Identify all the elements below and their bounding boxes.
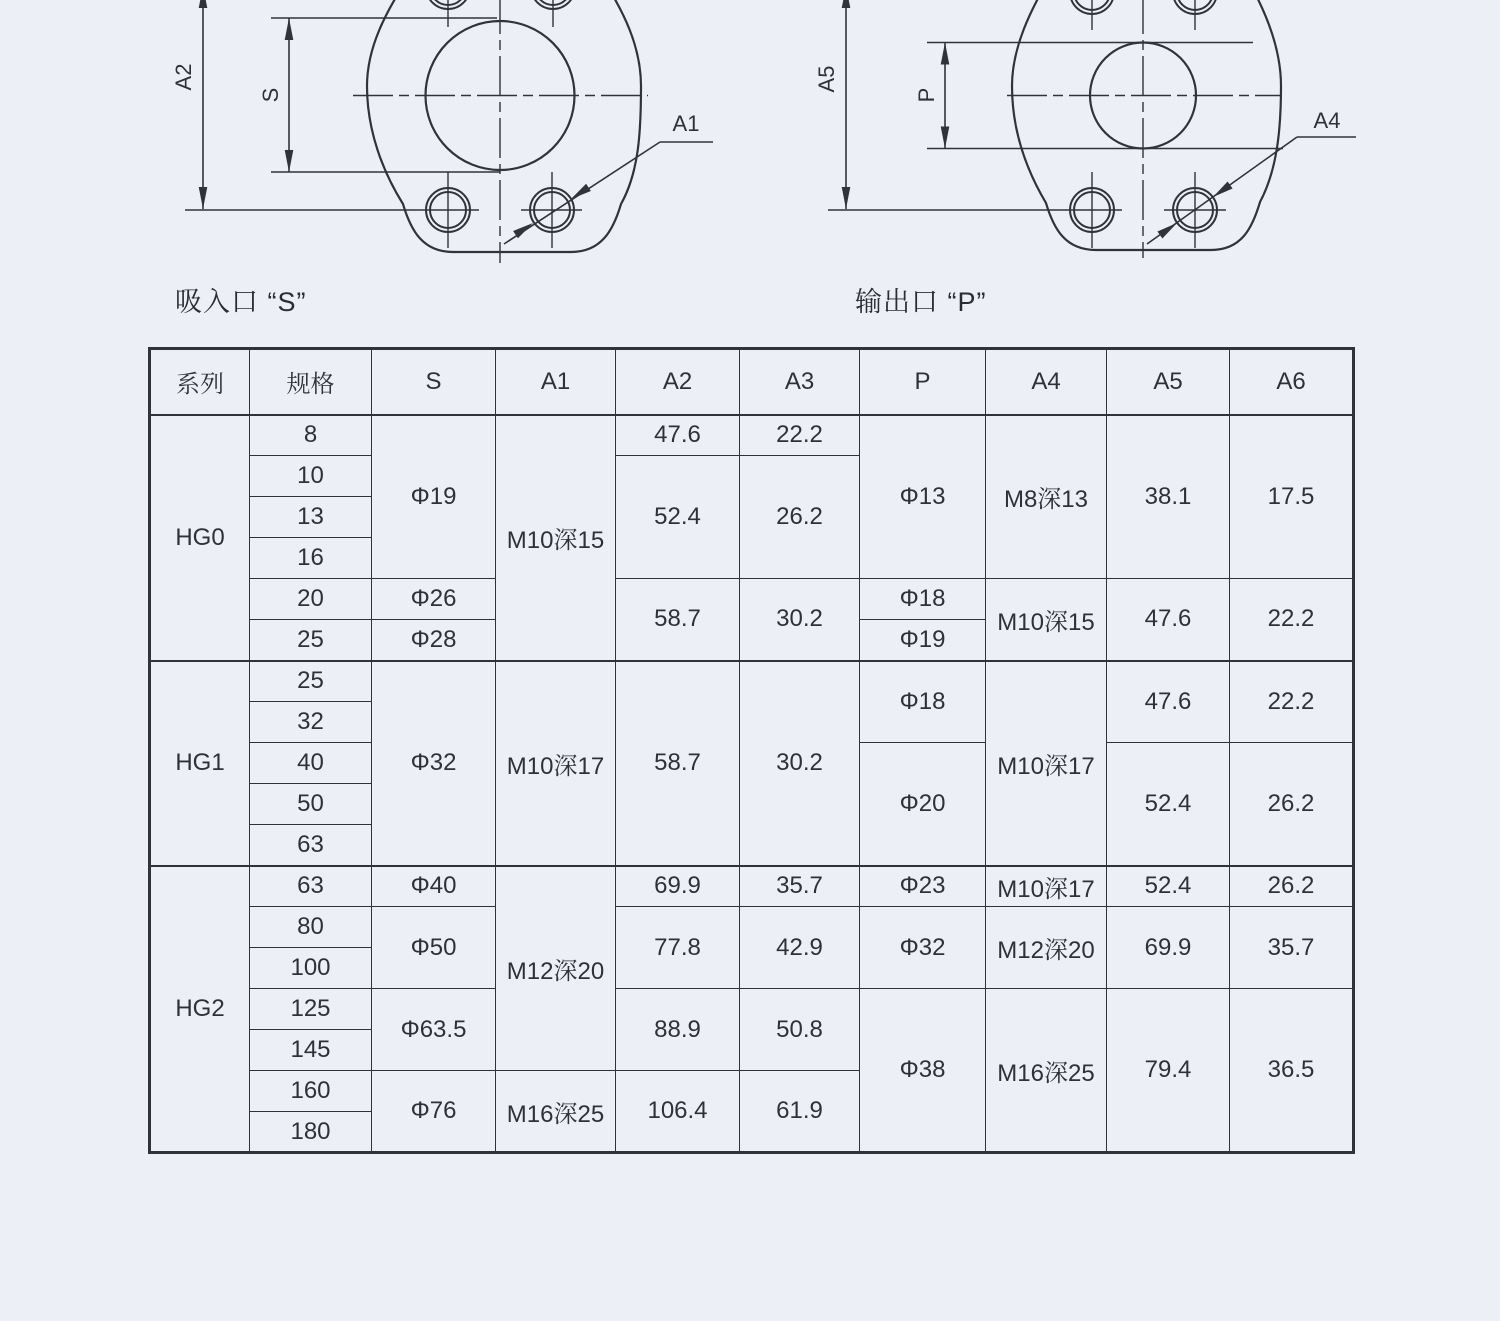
flange-drawings xyxy=(0,0,1500,318)
table-cell: 61.9 xyxy=(740,1071,860,1153)
left-flange-drawing xyxy=(171,0,713,263)
table-cell: 52.4 xyxy=(616,456,740,579)
table-cell: 52.4 xyxy=(1107,743,1230,866)
centerlines xyxy=(1007,0,1281,258)
table-cell: 26.2 xyxy=(740,456,860,579)
table-cell: Φ20 xyxy=(860,743,986,866)
table-cell: 10 xyxy=(250,456,372,497)
table-cell: 69.9 xyxy=(616,866,740,907)
table-cell: 77.8 xyxy=(616,907,740,989)
table-cell: 22.2 xyxy=(1230,661,1354,743)
crosshairs xyxy=(185,0,582,248)
dimension-table xyxy=(148,347,1355,1154)
column-header: A4 xyxy=(986,349,1107,415)
table-cell: M10深17 xyxy=(496,661,616,866)
table-cell: 22.2 xyxy=(740,415,860,456)
table-cell: 106.4 xyxy=(616,1071,740,1153)
dim-label-p: P xyxy=(914,87,939,103)
column-header: A5 xyxy=(1107,349,1230,415)
column-header: 系列 xyxy=(150,349,250,415)
flange-outline xyxy=(1012,0,1281,250)
column-header: A3 xyxy=(740,349,860,415)
table-cell: 20 xyxy=(250,579,372,620)
table-row xyxy=(150,866,1354,907)
table-row xyxy=(150,989,1354,1030)
table-cell: Φ63.5 xyxy=(372,989,496,1071)
table-cell: M8深13 xyxy=(986,415,1107,579)
table-cell: 100 xyxy=(250,948,372,989)
table-cell: M10深17 xyxy=(986,661,1107,866)
table-cell: 47.6 xyxy=(616,415,740,456)
table-cell: 63 xyxy=(250,866,372,907)
caption-suction-port: 吸入口 “S” xyxy=(175,287,307,317)
table-cell: Φ28 xyxy=(372,620,496,661)
table-cell: 79.4 xyxy=(1107,989,1230,1153)
table-cell: 125 xyxy=(250,989,372,1030)
table-cell: 50 xyxy=(250,784,372,825)
table-cell: Φ32 xyxy=(860,907,986,989)
table-cell: 25 xyxy=(250,661,372,702)
table-row xyxy=(150,579,1354,620)
right-flange-drawing xyxy=(814,0,1356,258)
table-row xyxy=(150,415,1354,456)
table-cell: M10深17 xyxy=(986,866,1107,907)
table-row xyxy=(150,661,1354,702)
table-cell: 52.4 xyxy=(1107,866,1230,907)
column-header: A2 xyxy=(616,349,740,415)
table-row xyxy=(150,907,1354,948)
table-cell: 160 xyxy=(250,1071,372,1112)
table-cell: Φ32 xyxy=(372,661,496,866)
column-header: A6 xyxy=(1230,349,1354,415)
leader-label-a1: A1 xyxy=(672,111,700,136)
table-cell: Φ19 xyxy=(860,620,986,661)
table-cell: 58.7 xyxy=(616,661,740,866)
column-header: A1 xyxy=(496,349,616,415)
caption-output-port: 输出口 “P” xyxy=(855,287,987,317)
table-cell: M16深25 xyxy=(496,1071,616,1153)
table-cell: M10深15 xyxy=(496,415,616,661)
table-cell: 50.8 xyxy=(740,989,860,1071)
table-cell: 69.9 xyxy=(1107,907,1230,989)
leader-label-a4: A4 xyxy=(1313,108,1341,133)
table-cell: 30.2 xyxy=(740,579,860,661)
table-cell: Φ19 xyxy=(372,415,496,579)
flange-outline xyxy=(367,0,641,252)
table-cell: Φ18 xyxy=(860,579,986,620)
header-row xyxy=(150,349,1354,415)
table-cell: 38.1 xyxy=(1107,415,1230,579)
table-cell: 145 xyxy=(250,1030,372,1071)
crosshairs xyxy=(828,0,1226,248)
leader-a1 xyxy=(504,142,713,244)
table-cell: 26.2 xyxy=(1230,743,1354,866)
series-cell: HG0 xyxy=(150,415,250,661)
table-cell: 63 xyxy=(250,825,372,866)
table-cell: 17.5 xyxy=(1230,415,1354,579)
table-cell: Φ38 xyxy=(860,989,986,1153)
table-cell: 22.2 xyxy=(1230,579,1354,661)
table-cell: 30.2 xyxy=(740,661,860,866)
table-cell: 58.7 xyxy=(616,579,740,661)
table-cell: Φ76 xyxy=(372,1071,496,1153)
table-cell: M12深20 xyxy=(496,866,616,1071)
dim-label-a5: A5 xyxy=(814,65,839,93)
dim-label-a2: A2 xyxy=(171,63,196,91)
table-cell: 8 xyxy=(250,415,372,456)
table-cell: Φ18 xyxy=(860,661,986,743)
column-header: S xyxy=(372,349,496,415)
table-cell: 40 xyxy=(250,743,372,784)
table-cell: 35.7 xyxy=(1230,907,1354,989)
table-cell: 47.6 xyxy=(1107,579,1230,661)
leader-a4 xyxy=(1147,137,1356,244)
table-cell: Φ23 xyxy=(860,866,986,907)
column-header: P xyxy=(860,349,986,415)
table-cell: 35.7 xyxy=(740,866,860,907)
table-body xyxy=(150,415,1354,1153)
table-cell: 16 xyxy=(250,538,372,579)
series-cell: HG1 xyxy=(150,661,250,866)
dim-label-s: S xyxy=(258,87,283,103)
series-cell: HG2 xyxy=(150,866,250,1153)
table-cell: Φ40 xyxy=(372,866,496,907)
table-cell: 88.9 xyxy=(616,989,740,1071)
table-cell: 13 xyxy=(250,497,372,538)
table-cell: Φ50 xyxy=(372,907,496,989)
table-cell: M12深20 xyxy=(986,907,1107,989)
table-cell: 180 xyxy=(250,1112,372,1153)
table-cell: 80 xyxy=(250,907,372,948)
table-cell: 42.9 xyxy=(740,907,860,989)
table-cell: 26.2 xyxy=(1230,866,1354,907)
table-cell: 47.6 xyxy=(1107,661,1230,743)
table-cell: 25 xyxy=(250,620,372,661)
table-head xyxy=(150,349,1354,415)
table-cell: 36.5 xyxy=(1230,989,1354,1153)
table-cell: 32 xyxy=(250,702,372,743)
table-cell: Φ26 xyxy=(372,579,496,620)
centerlines xyxy=(353,0,648,263)
table-cell: M16深25 xyxy=(986,989,1107,1153)
table-cell: M10深15 xyxy=(986,579,1107,661)
table-cell: Φ13 xyxy=(860,415,986,579)
column-header: 规格 xyxy=(250,349,372,415)
